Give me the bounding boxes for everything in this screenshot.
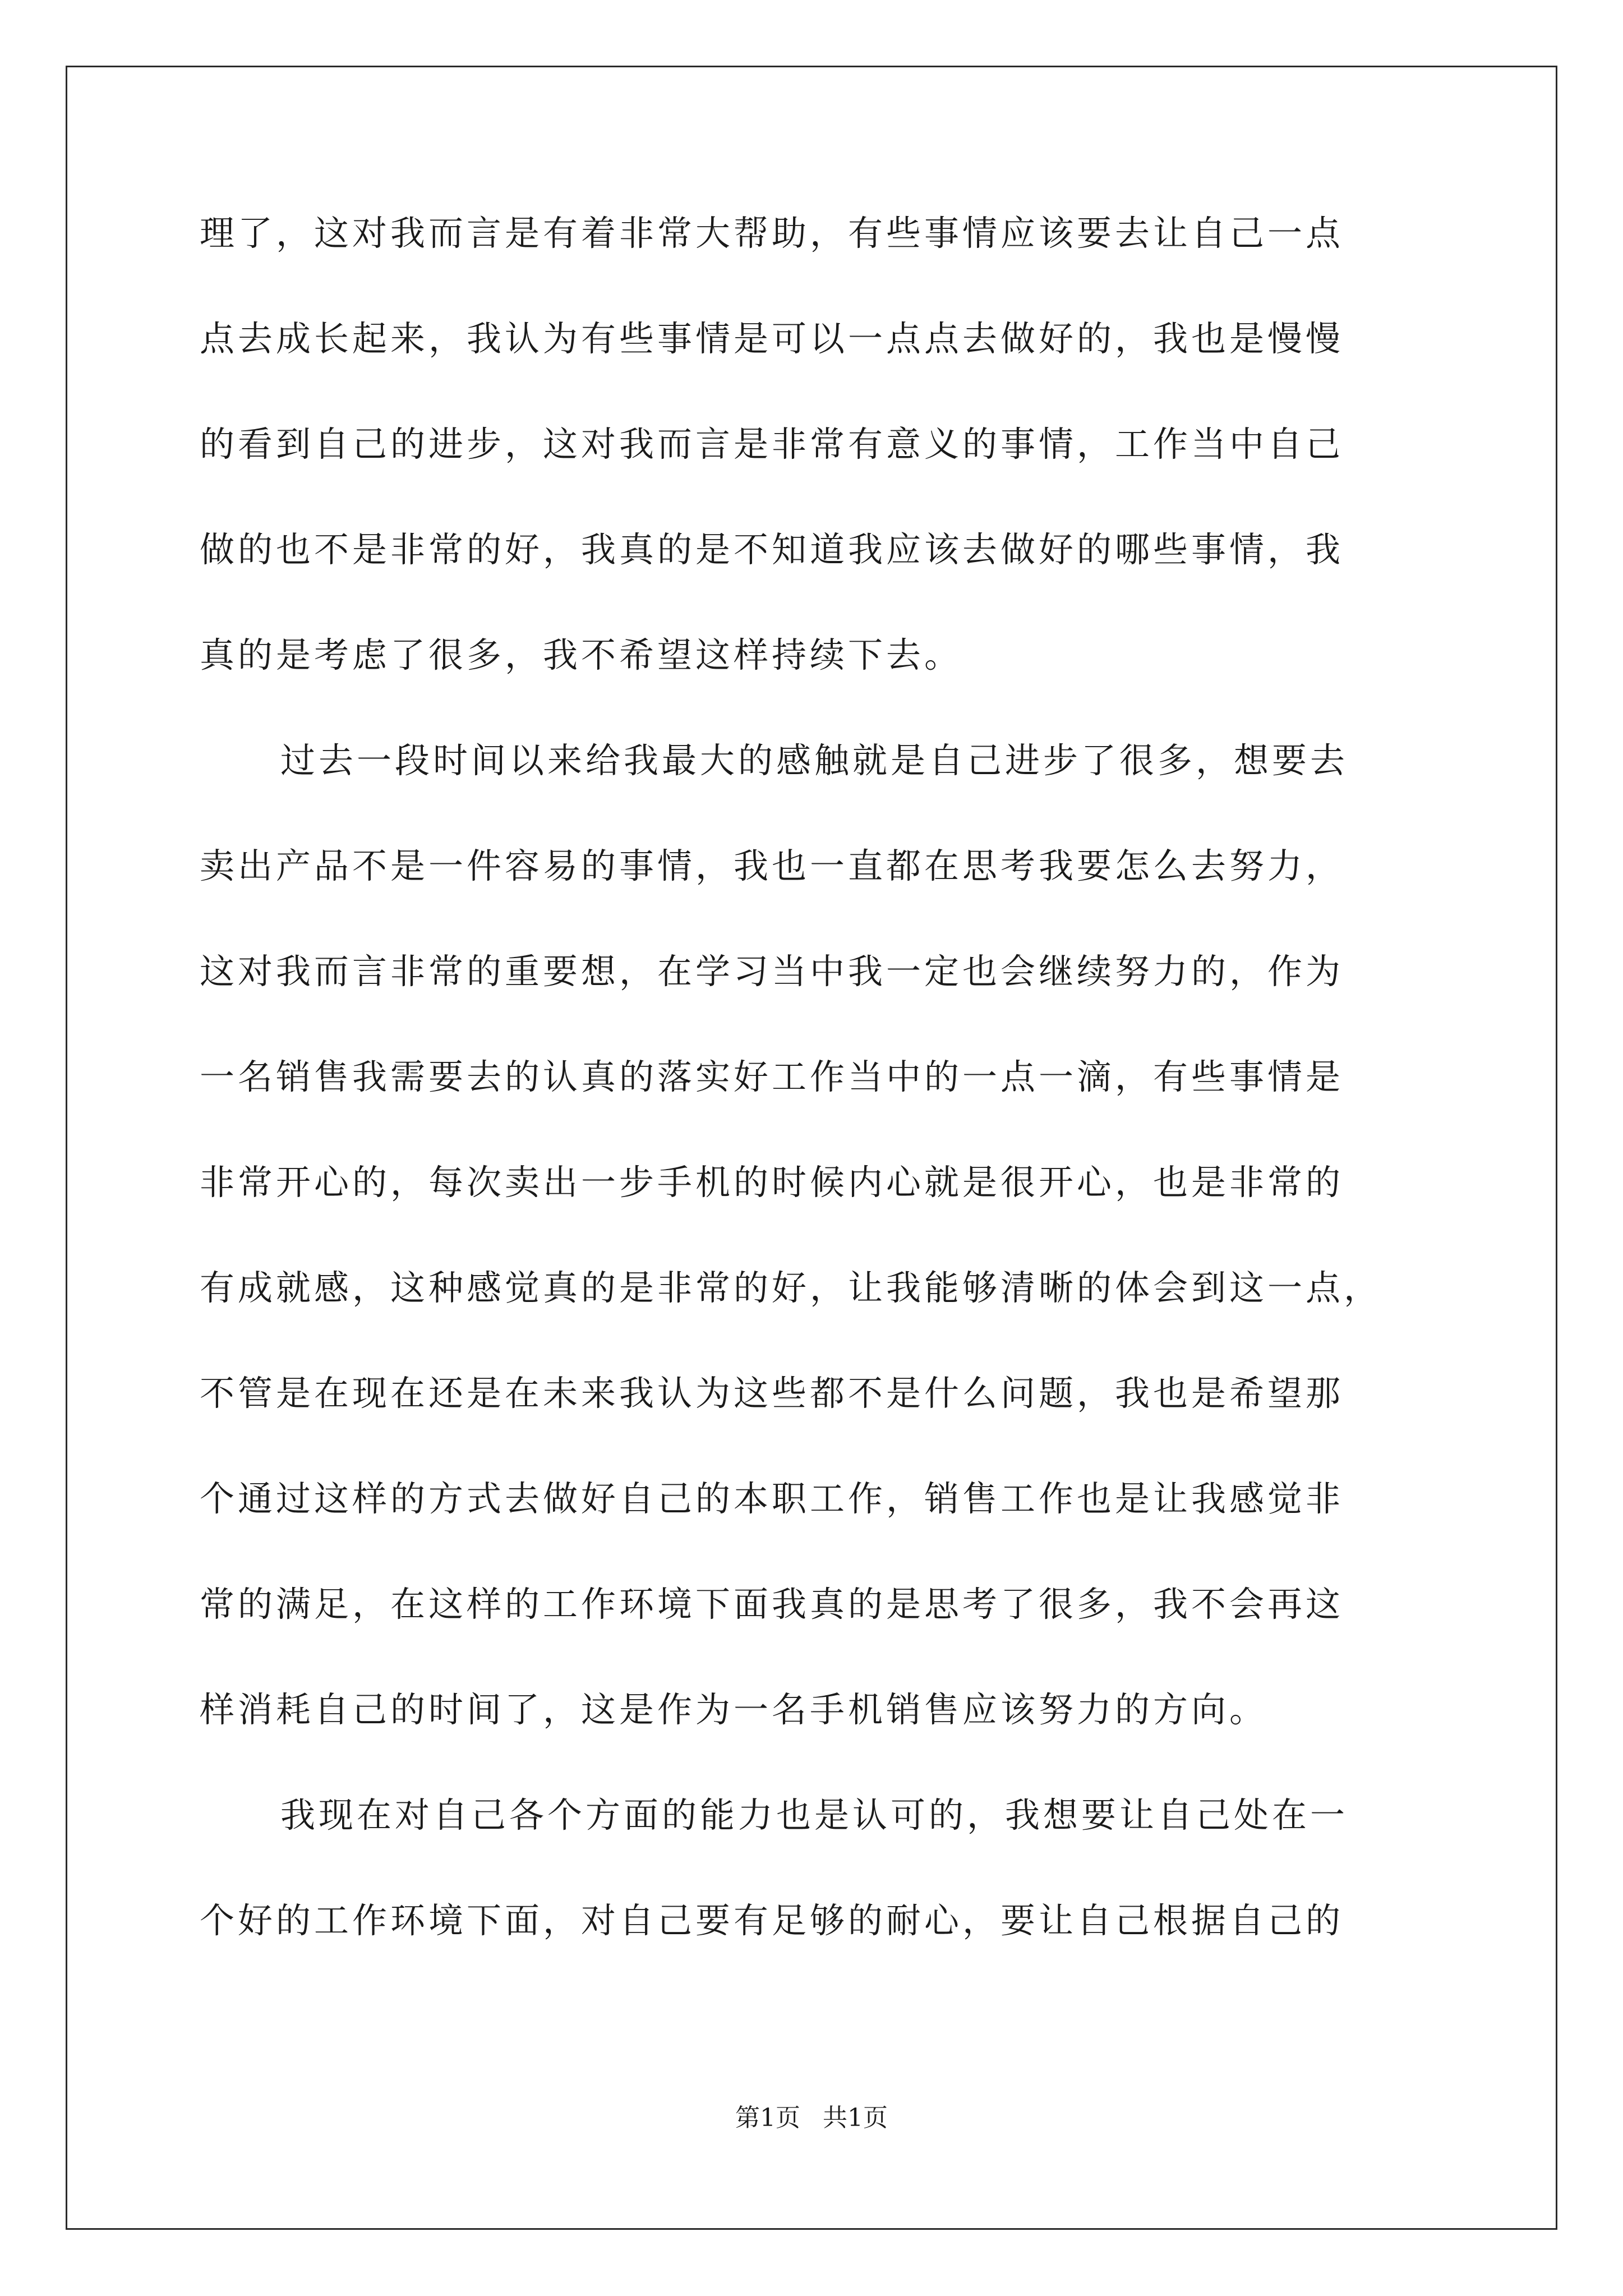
text-line: 个好的工作环境下面，对自己要有足够的耐心，要让自己根据自己的 — [200, 1900, 1344, 1941]
text-line: 样消耗自己的时间了，这是作为一名手机销售应该努力的方向。 — [200, 1689, 1268, 1730]
document-body — [200, 213, 1425, 2009]
total-pages: 共1页 — [823, 2104, 888, 2132]
text-line: 理了，这对我而言是有着非常大帮助，有些事情应该要去让自己一点 — [200, 213, 1344, 254]
text-line: 做的也不是非常的好，我真的是不知道我应该去做好的哪些事情，我 — [200, 529, 1344, 570]
text-line: 卖出产品不是一件容易的事情，我也一直都在思考我要怎么去努力， — [200, 845, 1344, 886]
paragraph-first-line: 过去一段时间以来给我最大的感触就是自己进步了很多，想要去 — [280, 740, 1349, 781]
paragraph-first-line: 我现在对自己各个方面的能力也是认可的，我想要让自己处在一 — [280, 1795, 1349, 1835]
text-line: 不管是在现在还是在未来我认为这些都不是什么问题，我也是希望那 — [200, 1373, 1344, 1414]
text-line: 点去成长起来，我认为有些事情是可以一点点去做好的，我也是慢慢 — [200, 318, 1344, 359]
page-footer — [0, 2105, 1623, 2132]
text-line: 个通过这样的方式去做好自己的本职工作，销售工作也是让我感觉非 — [200, 1478, 1344, 1519]
text-line: 一名销售我需要去的认真的落实好工作当中的一点一滴，有些事情是 — [200, 1056, 1344, 1097]
text-line: 非常开心的，每次卖出一步手机的时候内心就是很开心，也是非常的 — [200, 1162, 1344, 1203]
text-line: 这对我而言非常的重要想，在学习当中我一定也会继续努力的，作为 — [200, 951, 1344, 992]
text-line: 真的是考虑了很多，我不希望这样持续下去。 — [200, 634, 963, 675]
text-line: 常的满足，在这样的工作环境下面我真的是思考了很多，我不会再这 — [200, 1584, 1344, 1625]
text-line: 有成就感，这种感觉真的是非常的好，让我能够清晰的体会到这一点， — [200, 1267, 1382, 1308]
text-line: 的看到自己的进步，这对我而言是非常有意义的事情，工作当中自己 — [200, 424, 1344, 464]
page-number: 第1页 — [735, 2104, 800, 2132]
